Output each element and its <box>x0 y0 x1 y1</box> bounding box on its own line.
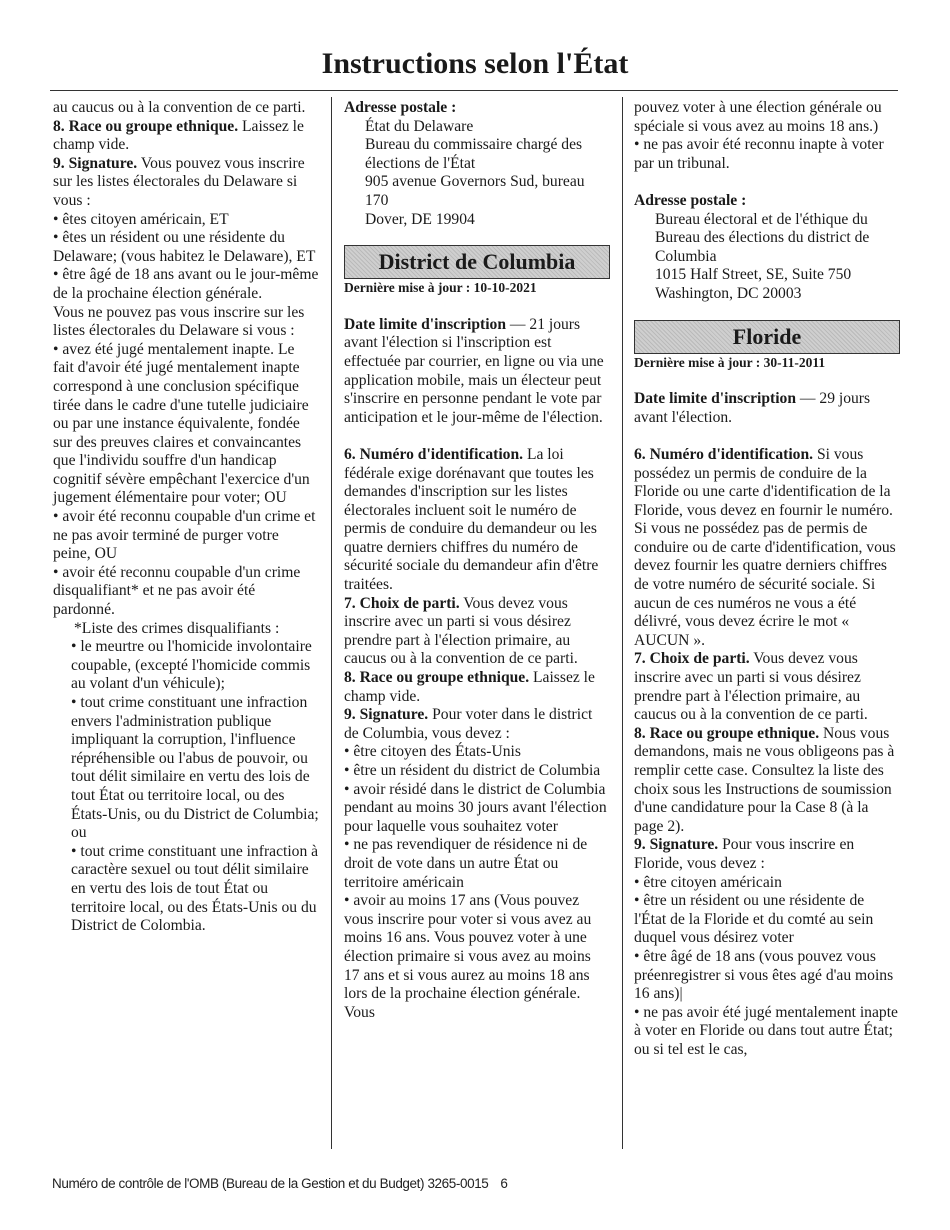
deadline-text: — 21 jours avant l'élection si l'inscription est effectuée par courrier, en ligne ou via une application mobile, mais un électeur peut s'inscrire en personne pendant le vote par anticipation et le jour-même de l'élection. <box>344 315 604 426</box>
party-label: 7. Choix de parti. <box>344 594 460 612</box>
page-number: 6 <box>500 1176 508 1191</box>
requirement-item: • avoir résidé dans le district de Columbia pendant au moins 30 jours avant l'élection pour laquelle vous souhaitez voter <box>344 780 607 835</box>
mailing-address-line: État du Delaware <box>365 117 474 135</box>
party-text: Vous devez vous inscrire avec un parti si vous désirez prendre part à l'élection primaire, au caucus ou à la convention de ce parti. <box>634 650 868 724</box>
crimes-list-title: *Liste des crimes disqualifiants : <box>74 619 280 637</box>
requirement-item: • êtes citoyen américain, ET <box>53 210 229 228</box>
party-section <box>344 595 610 669</box>
column-divider-1 <box>331 97 332 1149</box>
id-text: Si vous possédez un permis de conduire de la Floride ou une carte d'identification de la Floride, vous devez en fournir le numéro. Si vous ne possédez pas de permis de conduire ou de carte d'identification, vous devez fournir les quatre derniers chiffres de votre numéro de sécurité sociale. Si aucun de ces numéros ne vous a été délivré, vous devez écrire le mot « AUCUN ». <box>634 445 896 649</box>
requirement-item: • être un résident du district de Columbia <box>344 762 601 779</box>
race-section <box>53 118 319 155</box>
requirement-item: • ne pas revendiquer de résidence ni de droit de vote dans un autre État ou territoire américain <box>344 836 588 891</box>
deadline-label: Date limite d'inscription <box>634 390 796 408</box>
race-text: Nous vous demandons, mais ne vous obligeons pas à remplir cette case. Consultez la liste des choix sous les Instructions de soumission d'une candidature pour la Case 8 (à la page 2). <box>634 724 895 835</box>
requirement-item: • être citoyen américain <box>634 873 782 891</box>
column-district-of-columbia <box>344 99 610 1022</box>
signature-label: 9. Signature. <box>53 154 138 172</box>
race-section <box>634 725 900 837</box>
id-label: 6. Numéro d'identification. <box>344 445 524 463</box>
race-text: Laissez le champ vide. <box>344 669 595 705</box>
race-section <box>344 669 610 706</box>
requirement-item: • ne pas avoir été reconnu inapte à voter par un tribunal. <box>634 136 884 172</box>
id-label: 6. Numéro d'identification. <box>634 445 814 463</box>
column-divider-2 <box>622 97 623 1149</box>
signature-section <box>53 155 319 211</box>
party-text: Vous devez vous inscrire avec un parti si vous désirez prendre part à l'élection primaire, au caucus ou à la convention de ce parti. <box>344 594 578 668</box>
signature-text: Vous pouvez vous inscrire sur les listes électorales du Delaware si vous : <box>53 154 305 209</box>
state-header-dc: District de Columbia <box>344 245 610 279</box>
signature-label: 9. Signature. <box>344 706 429 724</box>
id-section <box>634 446 900 651</box>
ineligibility-item: • avoir été reconnu coupable d'un crime et ne pas avoir terminé de purger votre peine, OU <box>53 508 316 563</box>
crime-item: • tout crime constituant une infraction à caractère sexuel ou tout délit similaire en vertu des lois de tout État ou territoire local, ou des États-Unis ou du District de Colombia. <box>71 842 319 935</box>
title-divider <box>50 90 898 91</box>
mailing-address-line: Bureau du commissaire chargé des élections de l'État <box>365 136 583 172</box>
requirement-item: • avoir au moins 17 ans (Vous pouvez vous inscrire pour voter si vous avez au moins 16 ans. Vous pouvez voter à une élection primaire si vous avez au moins 17 ans et si vous aurez au moins 18 ans lors de la prochaine élection générale. Vous <box>344 892 592 1021</box>
ineligibility-item: • avoir été reconnu coupable d'un crime disqualifiant* et ne pas avoir été pardonné. <box>53 563 301 619</box>
signature-section <box>344 706 610 743</box>
last-updated: Dernière mise à jour : 10-10-2021 <box>344 280 537 296</box>
requirement-item: • être âgé de 18 ans (vous pouvez vous préenregistrer si vous êtes agé d'au moins 16 ans)| <box>634 947 894 1003</box>
deadline-text: — 29 jours avant l'élection. <box>634 390 871 426</box>
column-delaware <box>53 99 319 936</box>
deadline-section <box>344 316 610 428</box>
ineligibility-item: • avez été jugé mentalement inapte. Le fait d'avoir été jugé mentalement inapte correspond à une conclusion spécifique tirée dans le cadre d'une tutelle judiciaire ou par une instance équivalente, fondée sur des preuves claires et convaincantes que l'individu souffre d'un handicap cognitif sévère empêchant l'exercice d'un jugement élémentaire pour voter; OU <box>53 340 310 507</box>
mailing-address-label: Adresse postale : <box>344 99 457 116</box>
mailing-address-line: Dover, DE 19904 <box>365 210 475 228</box>
requirement-item: • être un résident ou une résidente de l'État de la Floride et du comté au sein duquel vous désirez voter <box>634 892 874 947</box>
requirement-item: • être âgé de 18 ans avant ou le jour-même de la prochaine élection générale. <box>53 266 319 302</box>
id-text: La loi fédérale exige dorénavant que toutes les demandes d'inscription sur les listes électorales incluent soit le numéro de permis de conduire du demandeur ou les quatre derniers chiffres du numéro de sécurité sociale du demandeur afin d'être traitées. <box>344 445 599 594</box>
requirement-item: • ne pas avoir été jugé mentalement inapte à voter en Floride ou dans tout autre État; ou si tel est le cas, <box>634 1003 898 1058</box>
requirement-item: • être citoyen des États-Unis <box>344 743 521 761</box>
mailing-address-line: 905 avenue Governors Sud, bureau 170 <box>365 173 585 209</box>
crime-item: • tout crime constituant une infraction envers l'administration publique impliquant la corruption, l'influence répréhensible ou l'abus de pouvoir, ou tout délit similaire en vertu des lois de tout État ou territoire local, ou des États-Unis, ou du District de Columbia; ou <box>71 694 319 842</box>
signature-text: Pour voter dans le district de Columbia, vous devez : <box>344 706 593 742</box>
party-section <box>634 650 900 724</box>
signature-section <box>634 836 900 873</box>
signature-text: Pour vous inscrire en Floride, vous devez : <box>634 836 855 872</box>
party-continuation: au caucus ou à la convention de ce parti. <box>53 99 306 116</box>
crime-item: • le meurtre ou l'homicide involontaire coupable, (excepté l'homicide commis au volant d'un véhicule); <box>71 638 312 693</box>
page-title: Instructions selon l'État <box>321 47 629 80</box>
mailing-address-line: Bureau électoral et de l'éthique du Bureau des élections du district de Columbia <box>655 210 870 265</box>
requirement-item: • êtes un résident ou une résidente du Delaware; (vous habitez le Delaware), ET <box>53 229 316 265</box>
state-header-florida: Floride <box>634 320 900 354</box>
column-florida <box>634 99 900 1060</box>
deadline-label: Date limite d'inscription <box>344 315 506 333</box>
party-label: 7. Choix de parti. <box>634 650 750 668</box>
race-label: 8. Race ou groupe ethnique. <box>53 117 239 135</box>
last-updated: Dernière mise à jour : 30-11-2011 <box>634 354 826 370</box>
signature-label: 9. Signature. <box>634 836 719 854</box>
mailing-address-line: Washington, DC 20003 <box>655 284 802 302</box>
ineligibility-intro: Vous ne pouvez pas vous inscrire sur les listes électorales du Delaware si vous : <box>53 303 305 340</box>
mailing-address-label: Adresse postale : <box>634 191 747 209</box>
race-text: Laissez le champ vide. <box>53 117 304 154</box>
race-label: 8. Race ou groupe ethnique. <box>634 724 820 742</box>
requirement-continuation: pouvez voter à une élection générale ou spéciale si vous avez au moins 18 ans.) <box>634 99 882 135</box>
race-label: 8. Race ou groupe ethnique. <box>344 669 530 687</box>
page-footer <box>52 1176 508 1191</box>
id-section <box>344 446 610 595</box>
omb-control-number: Numéro de contrôle de l'OMB (Bureau de la Gestion et du Budget) 3265-0015 <box>52 1176 489 1191</box>
deadline-section <box>634 390 900 427</box>
mailing-address-line: 1015 Half Street, SE, Suite 750 <box>655 266 852 284</box>
